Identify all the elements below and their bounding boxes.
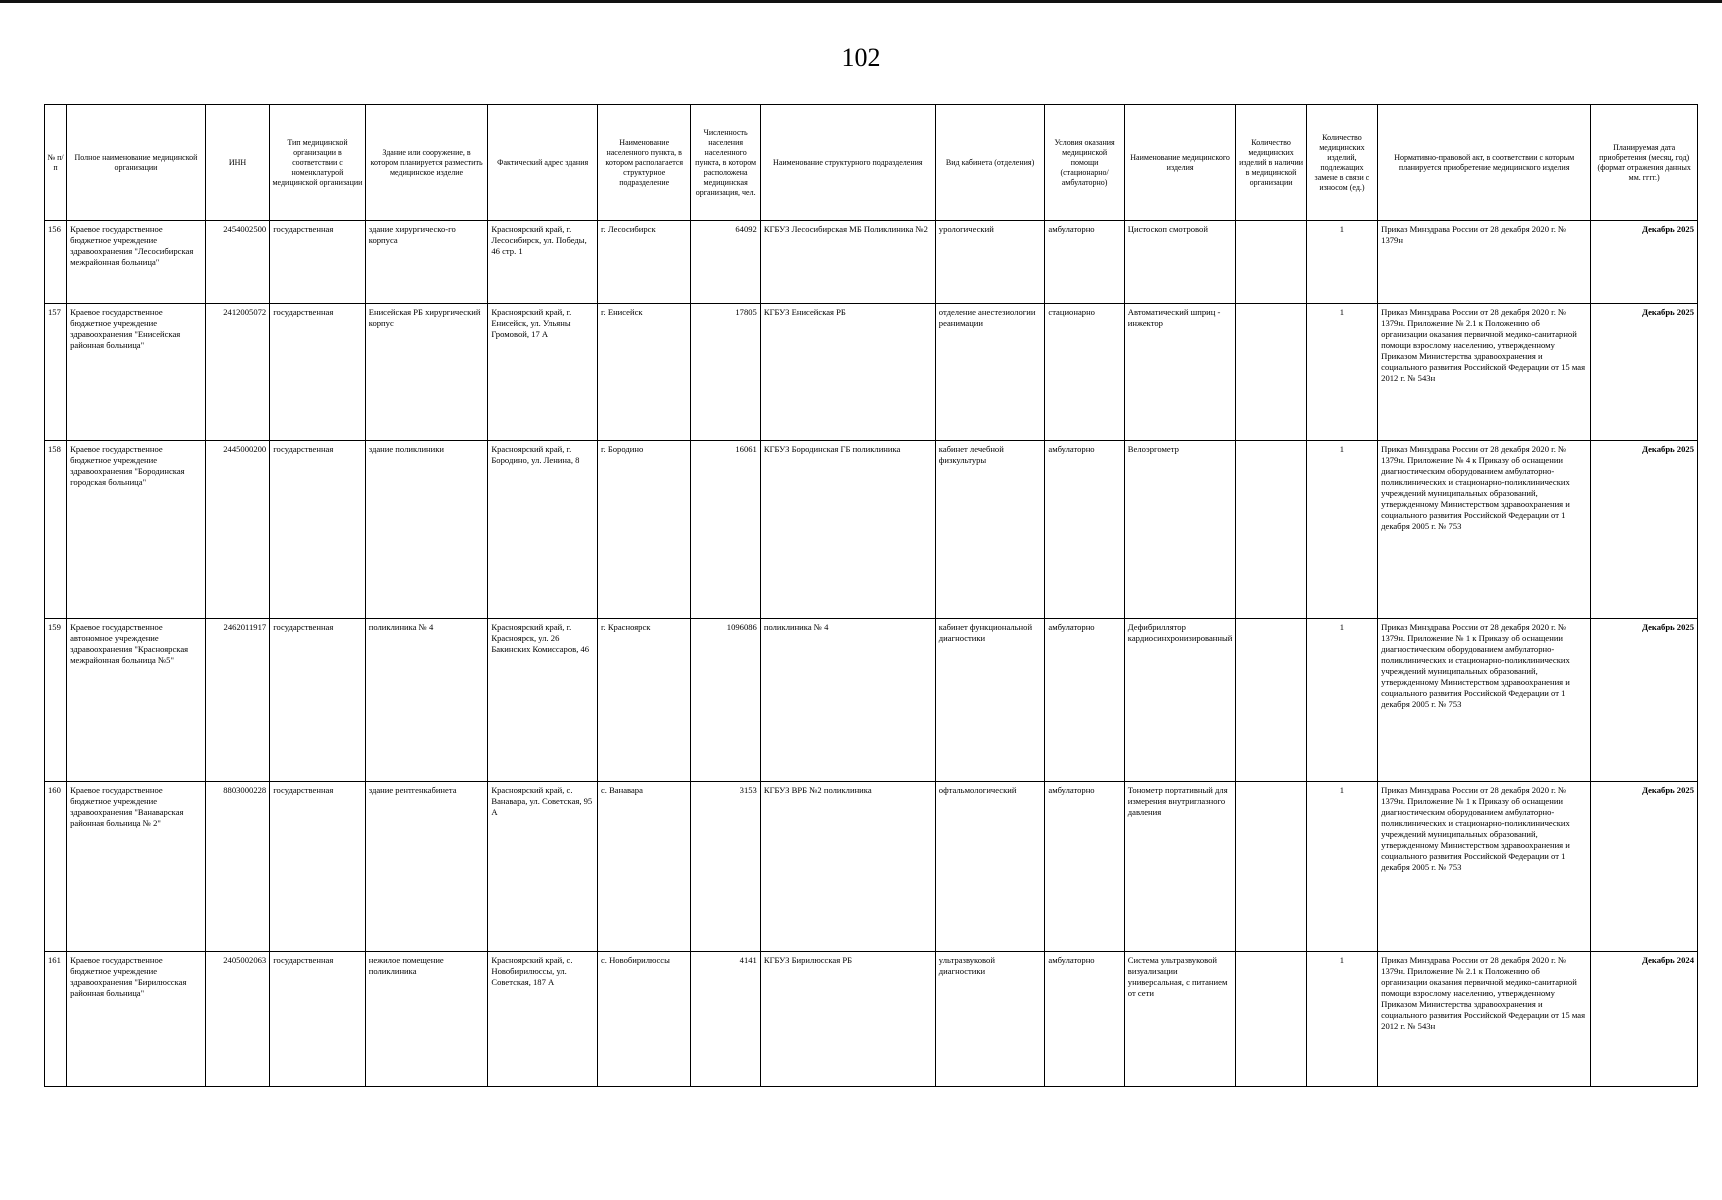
cell-org-name: Краевое государственное бюджетное учреждение здравоохранения "Енисейская районная больница" — [67, 304, 206, 441]
header-qty-available: Количество медицинских изделий в наличии в медицинской организации — [1236, 105, 1306, 221]
header-address: Фактический адрес здания — [488, 105, 598, 221]
cell-org-type: государственная — [270, 782, 366, 952]
cell-qty-available — [1236, 782, 1306, 952]
cell-settlement: г. Енисейск — [597, 304, 691, 441]
cell-qty-replace: 1 — [1306, 952, 1377, 1087]
cell-building: нежилое помещение поликлиника — [365, 952, 488, 1087]
cell-conditions: амбулаторно — [1045, 782, 1124, 952]
table-row — [45, 619, 1698, 782]
cell-inn: 2445000200 — [205, 441, 269, 619]
cell-building: здание поликлиники — [365, 441, 488, 619]
cell-legal-act: Приказ Минздрава России от 28 декабря 2020 г. № 1379н. Приложение № 1 к Приказу об оснащении диагностическим оборудованием амбулаторно-поликлинических и стационарно-поликлинических учреждений муниципальных образований, утвержденному Министерством здравоохранения и социального развития Российской Федерации от 1 декабря 2005 г. № 753 — [1378, 782, 1591, 952]
cell-device: Цистоскоп смотровой — [1124, 221, 1236, 304]
cell-qty-replace: 1 — [1306, 441, 1377, 619]
cell-inn: 2462011917 — [205, 619, 269, 782]
header-legal-act: Нормативно-правовой акт, в соответствии с которым планируется приобретение медицинского изделия — [1378, 105, 1591, 221]
cell-population: 1096086 — [691, 619, 760, 782]
cell-settlement: г. Лесосибирск — [597, 221, 691, 304]
table-row — [45, 952, 1698, 1087]
cell-cabinet: ультразвуковой диагностики — [935, 952, 1045, 1087]
cell-qty-available — [1236, 619, 1306, 782]
cell-subdivision: КГБУЗ Енисейская РБ — [760, 304, 935, 441]
cell-cabinet: офтальмологический — [935, 782, 1045, 952]
header-population: Численность населения населенного пункта, в котором расположена медицинская организация, чел. — [691, 105, 760, 221]
cell-org-name: Краевое государственное бюджетное учреждение здравоохранения "Бородинская городская больница" — [67, 441, 206, 619]
cell-conditions: амбулаторно — [1045, 952, 1124, 1087]
header-settlement: Наименование населенного пункта, в котором располагается структурное подразделение — [597, 105, 691, 221]
cell-settlement: г. Красноярск — [597, 619, 691, 782]
cell-address: Красноярский край, г. Красноярск, ул. 26 Бакинских Комиссаров, 46 — [488, 619, 598, 782]
table-header-row — [45, 105, 1698, 221]
cell-n: 161 — [45, 952, 67, 1087]
header-building: Здание или сооружение, в котором планируется разместить медицинское изделие — [365, 105, 488, 221]
cell-conditions: стационарно — [1045, 304, 1124, 441]
cell-legal-act: Приказ Минздрава России от 28 декабря 2020 г. № 1379н. Приложение № 4 к Приказу об оснащении диагностическим оборудованием амбулаторно-поликлинических и стационарно-поликлинических учреждений муниципальных образований, утвержденному Министерством здравоохранения и социального развития Российской Федерации от 1 декабря 2005 г. № 753 — [1378, 441, 1591, 619]
cell-org-type: государственная — [270, 441, 366, 619]
header-conditions: Условия оказания медицинской помощи (стационарно/амбулаторно) — [1045, 105, 1124, 221]
cell-qty-replace: 1 — [1306, 619, 1377, 782]
cell-settlement: с. Новобирилюссы — [597, 952, 691, 1087]
cell-subdivision: КГБУЗ ВРБ №2 поликлиника — [760, 782, 935, 952]
cell-subdivision: КГБУЗ Бородинская ГБ поликлиника — [760, 441, 935, 619]
header-qty-replace: Количество медицинских изделий, подлежащих замене в связи с износом (ед.) — [1306, 105, 1377, 221]
cell-n: 160 — [45, 782, 67, 952]
cell-population: 17805 — [691, 304, 760, 441]
header-inn: ИНН — [205, 105, 269, 221]
cell-qty-available — [1236, 304, 1306, 441]
cell-device: Велоэргометр — [1124, 441, 1236, 619]
cell-building: здание хирургическо-го корпуса — [365, 221, 488, 304]
cell-device: Система ультразвуковой визуализации универсальная, с питанием от сети — [1124, 952, 1236, 1087]
cell-org-type: государственная — [270, 952, 366, 1087]
cell-legal-act: Приказ Минздрава России от 28 декабря 2020 г. № 1379н. Приложение № 1 к Приказу об оснащении диагностическим оборудованием амбулаторно-поликлинических и стационарно-поликлинических учреждений муниципальных образований, утвержденному Министерством здравоохранения и социального развития Российской Федерации от 1 декабря 2005 г. № 753 — [1378, 619, 1591, 782]
cell-population: 64092 — [691, 221, 760, 304]
cell-planned-date: Декабрь 2025 — [1591, 304, 1698, 441]
cell-population: 3153 — [691, 782, 760, 952]
cell-qty-available — [1236, 441, 1306, 619]
cell-planned-date: Декабрь 2024 — [1591, 952, 1698, 1087]
cell-device: Тонометр портативный для измерения внутриглазного давления — [1124, 782, 1236, 952]
cell-legal-act: Приказ Минздрава России от 28 декабря 2020 г. № 1379н — [1378, 221, 1591, 304]
header-device: Наименование медицинского изделия — [1124, 105, 1236, 221]
header-org-name: Полное наименование медицинской организации — [67, 105, 206, 221]
table-row — [45, 221, 1698, 304]
header-n: № п/п — [45, 105, 67, 221]
cell-qty-replace: 1 — [1306, 304, 1377, 441]
cell-cabinet: кабинет функциональной диагностики — [935, 619, 1045, 782]
cell-cabinet: отделение анестезиологии реанимации — [935, 304, 1045, 441]
cell-address: Красноярский край, г. Бородино, ул. Ленина, 8 — [488, 441, 598, 619]
header-subdivision: Наименование структурного подразделения — [760, 105, 935, 221]
cell-device: Дефибриллятор кардиосинхронизированный — [1124, 619, 1236, 782]
cell-conditions: амбулаторно — [1045, 221, 1124, 304]
cell-inn: 2454002500 — [205, 221, 269, 304]
table-row — [45, 782, 1698, 952]
cell-building: поликлиника № 4 — [365, 619, 488, 782]
cell-address: Красноярский край, с. Новобирилюссы, ул. Советская, 187 А — [488, 952, 598, 1087]
cell-inn: 2412005072 — [205, 304, 269, 441]
cell-planned-date: Декабрь 2025 — [1591, 782, 1698, 952]
cell-org-type: государственная — [270, 221, 366, 304]
cell-conditions: амбулаторно — [1045, 441, 1124, 619]
cell-address: Красноярский край, г. Енисейск, ул. Ульяны Громовой, 17 А — [488, 304, 598, 441]
cell-population: 4141 — [691, 952, 760, 1087]
cell-address: Красноярский край, г. Лесосибирск, ул. Победы, 46 стр. 1 — [488, 221, 598, 304]
cell-building: Енисейская РБ хирургический корпус — [365, 304, 488, 441]
cell-subdivision: КГБУЗ Лесосибирская МБ Поликлиника №2 — [760, 221, 935, 304]
cell-n: 157 — [45, 304, 67, 441]
cell-address: Красноярский край, с. Ванавара, ул. Советская, 95 А — [488, 782, 598, 952]
cell-org-name: Краевое государственное бюджетное учреждение здравоохранения "Ванаварская районная больница № 2" — [67, 782, 206, 952]
cell-settlement: с. Ванавара — [597, 782, 691, 952]
table-row — [45, 304, 1698, 441]
cell-org-name: Краевое государственное бюджетное учреждение здравоохранения "Бирилюсская районная больница" — [67, 952, 206, 1087]
cell-n: 159 — [45, 619, 67, 782]
top-border-line — [0, 0, 1722, 3]
cell-legal-act: Приказ Минздрава России от 28 декабря 2020 г. № 1379н. Приложение № 2.1 к Положению об организации оказания первичной медико-санитарной помощи взрослому населению, утвержденному Приказом Министерства здравоохранения и социального развития Российской Федерации от 15 мая 2012 г. № 543н — [1378, 952, 1591, 1087]
cell-cabinet: кабинет лечебной физкультуры — [935, 441, 1045, 619]
cell-planned-date: Декабрь 2025 — [1591, 221, 1698, 304]
cell-qty-available — [1236, 952, 1306, 1087]
cell-cabinet: урологический — [935, 221, 1045, 304]
cell-planned-date: Декабрь 2025 — [1591, 619, 1698, 782]
header-planned-date: Планируемая дата приобретения (месяц, год) (формат отражения данных мм. гггг.) — [1591, 105, 1698, 221]
equipment-table — [44, 104, 1698, 1087]
cell-planned-date: Декабрь 2025 — [1591, 441, 1698, 619]
header-org-type: Тип медицинской организации в соответствии с номенклатурой медицинской организации — [270, 105, 366, 221]
cell-settlement: г. Бородино — [597, 441, 691, 619]
table-row — [45, 441, 1698, 619]
cell-org-name: Краевое государственное бюджетное учреждение здравоохранения "Лесосибирская межрайонная больница" — [67, 221, 206, 304]
cell-org-name: Краевое государственное автономное учреждение здравоохранения "Красноярская межрайонная больница №5" — [67, 619, 206, 782]
cell-inn: 2405002063 — [205, 952, 269, 1087]
cell-population: 16061 — [691, 441, 760, 619]
cell-building: здание рентгенкабинета — [365, 782, 488, 952]
cell-conditions: амбулаторно — [1045, 619, 1124, 782]
page-number: 102 — [841, 43, 881, 72]
cell-org-type: государственная — [270, 619, 366, 782]
cell-inn: 8803000228 — [205, 782, 269, 952]
cell-device: Автоматический шприц - инжектор — [1124, 304, 1236, 441]
cell-subdivision: поликлиника № 4 — [760, 619, 935, 782]
cell-n: 158 — [45, 441, 67, 619]
cell-qty-replace: 1 — [1306, 782, 1377, 952]
cell-qty-replace: 1 — [1306, 221, 1377, 304]
cell-subdivision: КГБУЗ Бирилюсская РБ — [760, 952, 935, 1087]
cell-n: 156 — [45, 221, 67, 304]
cell-org-type: государственная — [270, 304, 366, 441]
cell-qty-available — [1236, 221, 1306, 304]
header-cabinet: Вид кабинета (отделения) — [935, 105, 1045, 221]
cell-legal-act: Приказ Минздрава России от 28 декабря 2020 г. № 1379н. Приложение № 2.1 к Положению об организации оказания первичной медико-санитарной помощи взрослому населению, утвержденному Приказом Министерства здравоохранения и социального развития Российской Федерации от 15 мая 2012 г. № 543н — [1378, 304, 1591, 441]
